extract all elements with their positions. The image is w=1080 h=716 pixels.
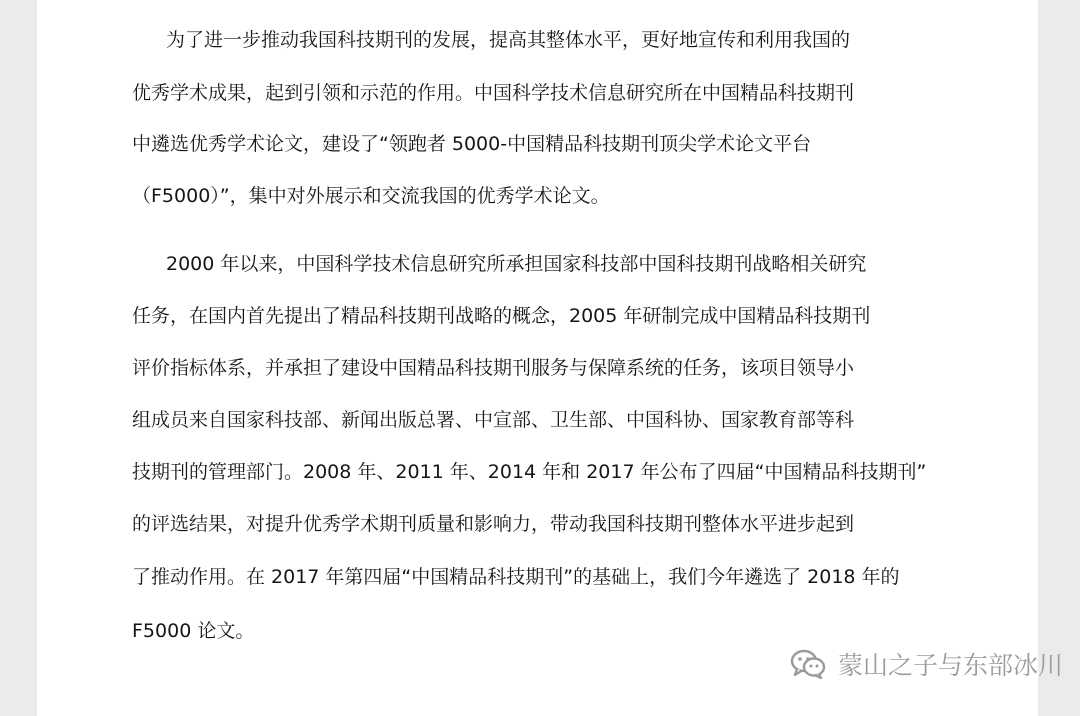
text-line: F5000 论文。 — [132, 620, 255, 642]
text-line: 2000 年以来，中国科学技术信息研究所承担国家科技部中国科技期刊战略相关研究 — [166, 253, 867, 275]
wechat-watermark — [790, 646, 1063, 682]
text-line: 组成员来自国家科技部、新闻出版总署、中宣部、卫生部、中国科协、国家教育部等科 — [132, 409, 855, 431]
text-line: 中遴选优秀学术论文，建设了“领跑者 5000-中国精品科技期刊顶尖学术论文平台 — [132, 133, 812, 155]
text-line: 任务，在国内首先提出了精品科技期刊战略的概念，2005 年研制完成中国精品科技期刊 — [132, 305, 871, 327]
text-line: 的评选结果，对提升优秀学术期刊质量和影响力，带动我国科技期刊整体水平进步起到 — [132, 513, 855, 535]
text-line: （F5000）”，集中对外展示和交流我国的优秀学术论文。 — [132, 185, 610, 207]
text-line: 技期刊的管理部门。2008 年、2011 年、2014 年和 2017 年公布了四届“中国精品科技期刊” — [132, 461, 927, 483]
text-line: 了推动作用。在 2017 年第四届“中国精品科技期刊”的基础上，我们今年遴选了 2018 年的 — [132, 566, 900, 588]
document-page — [37, 0, 1038, 716]
watermark-text: 蒙山之子与东部冰川 — [838, 651, 1064, 680]
text-line: 为了进一步推动我国科技期刊的发展，提高其整体水平，更好地宣传和利用我国的 — [166, 29, 851, 51]
text-line: 评价指标体系，并承担了建设中国精品科技期刊服务与保障系统的任务，该项目领导小 — [132, 357, 855, 379]
text-line: 优秀学术成果，起到引领和示范的作用。中国科学技术信息研究所在中国精品科技期刊 — [132, 82, 855, 104]
wechat-icon — [790, 649, 826, 679]
